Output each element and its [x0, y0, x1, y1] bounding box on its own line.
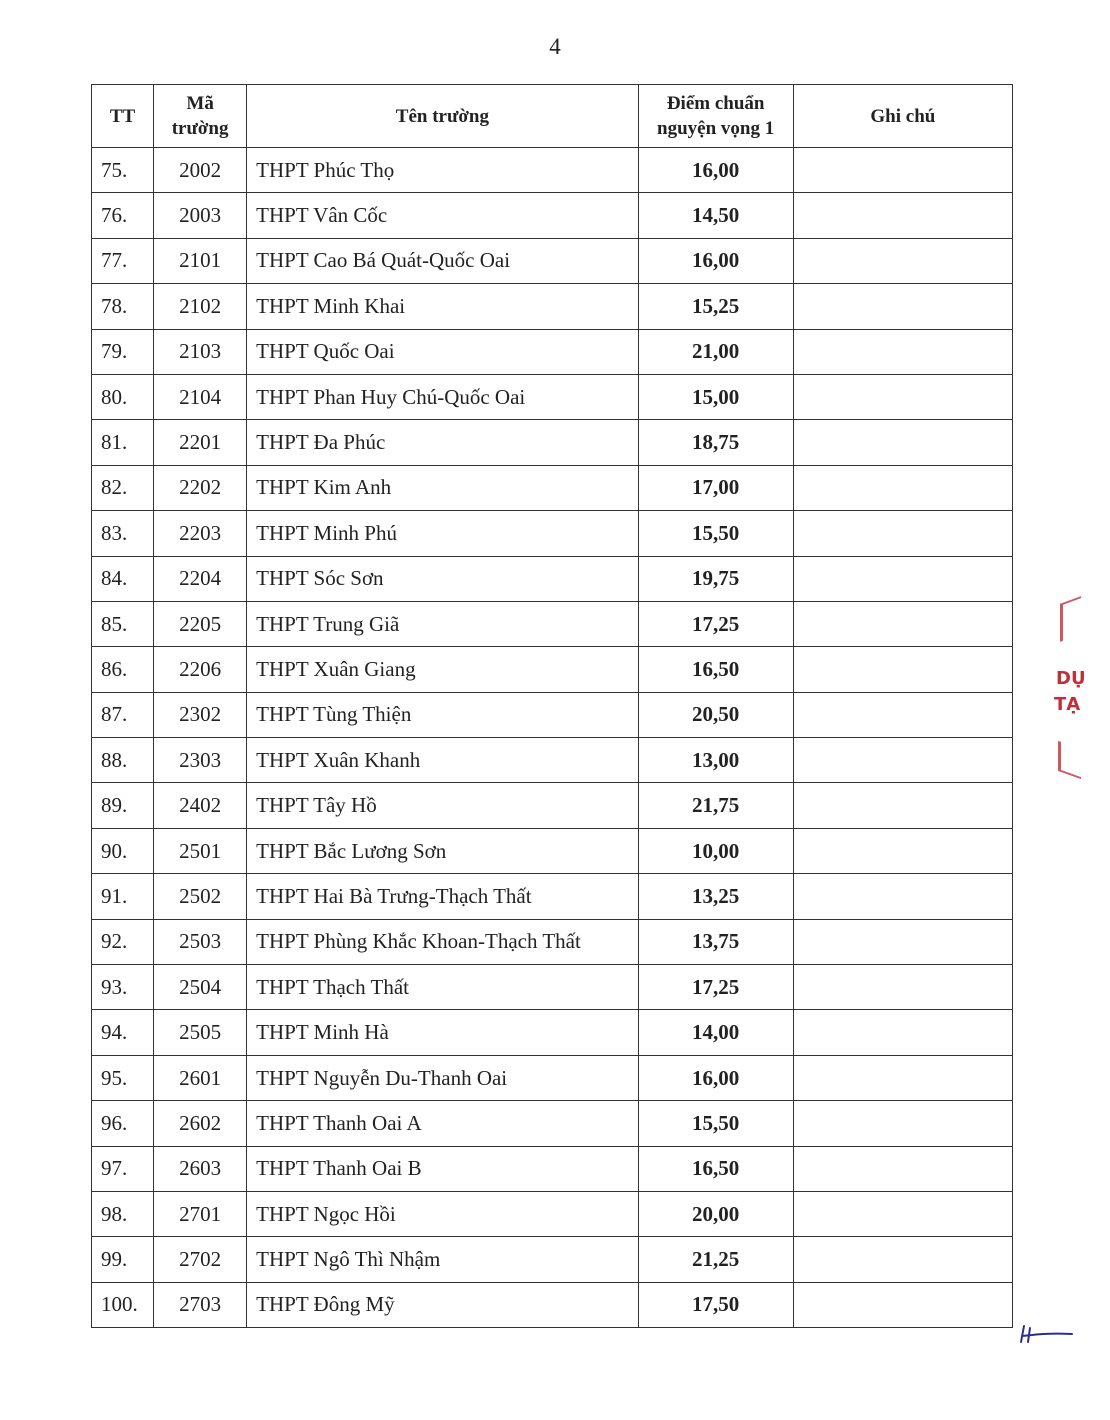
cutoff-score: 16,50 [638, 1146, 793, 1191]
row-index: 81. [92, 420, 154, 465]
table-row [92, 1055, 1013, 1100]
school-code: 2603 [154, 1146, 247, 1191]
header-cutoff-score-line1: Điểm chuẩn [666, 93, 765, 114]
note-cell [793, 1282, 1012, 1327]
school-code: 2206 [154, 647, 247, 692]
page-number: 4 [549, 34, 561, 59]
note-cell [793, 420, 1012, 465]
school-code: 2203 [154, 511, 247, 556]
table-row [92, 511, 1013, 556]
row-index: 84. [92, 556, 154, 601]
school-name: THPT Hai Bà Trưng-Thạch Thất [247, 874, 638, 919]
note-cell [793, 1237, 1012, 1282]
school-code: 2101 [154, 238, 247, 283]
note-cell [793, 828, 1012, 873]
table-header [92, 85, 1013, 148]
school-name: THPT Tùng Thiện [247, 692, 638, 737]
school-code: 2602 [154, 1101, 247, 1146]
table-row [92, 601, 1013, 646]
note-cell [793, 738, 1012, 783]
row-index: 83. [92, 511, 154, 556]
note-cell [793, 965, 1012, 1010]
row-index: 82. [92, 465, 154, 510]
cutoff-score: 10,00 [638, 828, 793, 873]
cutoff-score: 13,25 [638, 874, 793, 919]
table-row [92, 1146, 1013, 1191]
row-index: 97. [92, 1146, 154, 1191]
row-index: 75. [92, 148, 154, 193]
table-row [92, 828, 1013, 873]
cutoff-score: 14,00 [638, 1010, 793, 1055]
school-code: 2104 [154, 374, 247, 419]
table-row [92, 1101, 1013, 1146]
table-row [92, 374, 1013, 419]
note-cell [793, 284, 1012, 329]
header-school-name: Tên trường [247, 85, 638, 148]
note-cell [793, 193, 1012, 238]
note-cell [793, 692, 1012, 737]
school-name: THPT Tây Hồ [247, 783, 638, 828]
row-index: 95. [92, 1055, 154, 1100]
cutoff-score: 20,00 [638, 1191, 793, 1236]
row-index: 93. [92, 965, 154, 1010]
stamp-text-line2: TẠ [1054, 694, 1081, 715]
cutoff-score: 15,25 [638, 284, 793, 329]
row-index: 99. [92, 1237, 154, 1282]
row-index: 90. [92, 828, 154, 873]
note-cell [793, 1191, 1012, 1236]
table-row [92, 148, 1013, 193]
note-cell [793, 374, 1012, 419]
school-name: THPT Minh Hà [247, 1010, 638, 1055]
table-row [92, 1282, 1013, 1327]
row-index: 78. [92, 284, 154, 329]
table-row [92, 420, 1013, 465]
row-index: 92. [92, 919, 154, 964]
school-name: THPT Bắc Lương Sơn [247, 828, 638, 873]
note-cell [793, 148, 1012, 193]
row-index: 96. [92, 1101, 154, 1146]
school-name: THPT Phan Huy Chú-Quốc Oai [247, 374, 638, 419]
school-name: THPT Đa Phúc [247, 420, 638, 465]
row-index: 80. [92, 374, 154, 419]
header-tt: TT [92, 85, 154, 148]
cutoff-score: 13,75 [638, 919, 793, 964]
school-code: 2504 [154, 965, 247, 1010]
school-code: 2402 [154, 783, 247, 828]
school-code: 2103 [154, 329, 247, 374]
header-cutoff-score [638, 85, 793, 148]
row-index: 91. [92, 874, 154, 919]
cutoff-score: 15,50 [638, 511, 793, 556]
table-row [92, 919, 1013, 964]
table-row [92, 1237, 1013, 1282]
table-row [92, 329, 1013, 374]
cutoff-score: 16,00 [638, 238, 793, 283]
table-row [92, 193, 1013, 238]
note-cell [793, 556, 1012, 601]
school-code: 2502 [154, 874, 247, 919]
school-code: 2102 [154, 284, 247, 329]
school-code: 2303 [154, 738, 247, 783]
note-cell [793, 1146, 1012, 1191]
note-cell [793, 919, 1012, 964]
school-code: 2002 [154, 148, 247, 193]
table-row [92, 284, 1013, 329]
school-name: THPT Thanh Oai A [247, 1101, 638, 1146]
stamp-arc-top [1060, 596, 1081, 642]
school-name: THPT Đông Mỹ [247, 1282, 638, 1327]
header-school-code-line2: trường [171, 118, 229, 139]
header-note: Ghi chú [793, 85, 1012, 148]
school-name: THPT Nguyễn Du-Thanh Oai [247, 1055, 638, 1100]
note-cell [793, 1055, 1012, 1100]
note-cell [793, 511, 1012, 556]
table-row [92, 556, 1013, 601]
table-row [92, 1191, 1013, 1236]
cutoff-score: 17,25 [638, 965, 793, 1010]
row-index: 100. [92, 1282, 154, 1327]
table-body [92, 148, 1013, 1328]
note-cell [793, 465, 1012, 510]
school-name: THPT Ngọc Hồi [247, 1191, 638, 1236]
school-name: THPT Xuân Giang [247, 647, 638, 692]
cutoff-score: 21,75 [638, 783, 793, 828]
cutoff-score: 17,00 [638, 465, 793, 510]
header-school-code-line1: Mã [186, 93, 214, 114]
school-code: 2703 [154, 1282, 247, 1327]
row-index: 86. [92, 647, 154, 692]
table-row [92, 738, 1013, 783]
school-code: 2003 [154, 193, 247, 238]
table-row [92, 965, 1013, 1010]
cutoff-score: 14,50 [638, 193, 793, 238]
note-cell [793, 783, 1012, 828]
school-code: 2503 [154, 919, 247, 964]
school-name: THPT Xuân Khanh [247, 738, 638, 783]
school-name: THPT Minh Phú [247, 511, 638, 556]
row-index: 94. [92, 1010, 154, 1055]
row-index: 89. [92, 783, 154, 828]
table-row [92, 692, 1013, 737]
school-code: 2701 [154, 1191, 247, 1236]
school-name: THPT Thạch Thất [247, 965, 638, 1010]
school-name: THPT Ngô Thì Nhậm [247, 1237, 638, 1282]
cutoff-score: 19,75 [638, 556, 793, 601]
row-index: 79. [92, 329, 154, 374]
note-cell [793, 1010, 1012, 1055]
table-row [92, 783, 1013, 828]
cutoff-score: 15,00 [638, 374, 793, 419]
signature-mark-icon [1018, 1322, 1074, 1346]
school-code: 2702 [154, 1237, 247, 1282]
school-name: THPT Phùng Khắc Khoan-Thạch Thất [247, 919, 638, 964]
school-name: THPT Vân Cốc [247, 193, 638, 238]
cutoff-score: 16,00 [638, 148, 793, 193]
school-name: THPT Sóc Sơn [247, 556, 638, 601]
note-cell [793, 238, 1012, 283]
cutoff-score: 18,75 [638, 420, 793, 465]
school-code: 2202 [154, 465, 247, 510]
row-index: 85. [92, 601, 154, 646]
school-name: THPT Minh Khai [247, 284, 638, 329]
school-name: THPT Thanh Oai B [247, 1146, 638, 1191]
row-index: 98. [92, 1191, 154, 1236]
school-code: 2302 [154, 692, 247, 737]
note-cell [793, 874, 1012, 919]
stamp-arc-bottom [1058, 741, 1081, 779]
note-cell [793, 647, 1012, 692]
school-code: 2205 [154, 601, 247, 646]
row-index: 87. [92, 692, 154, 737]
cutoff-score: 16,50 [638, 647, 793, 692]
table-row [92, 238, 1013, 283]
note-cell [793, 601, 1012, 646]
table-row [92, 647, 1013, 692]
row-index: 77. [92, 238, 154, 283]
cutoff-score: 16,00 [638, 1055, 793, 1100]
table-row [92, 1010, 1013, 1055]
cutoff-score: 21,25 [638, 1237, 793, 1282]
red-seal-stamp-icon [1052, 600, 1086, 790]
school-code: 2601 [154, 1055, 247, 1100]
cutoff-score: 21,00 [638, 329, 793, 374]
school-name: THPT Kim Anh [247, 465, 638, 510]
cutoff-score: 20,50 [638, 692, 793, 737]
cutoff-score: 15,50 [638, 1101, 793, 1146]
school-code: 2204 [154, 556, 247, 601]
cutoff-score: 17,25 [638, 601, 793, 646]
note-cell [793, 1101, 1012, 1146]
admission-score-table [91, 84, 1013, 1328]
note-cell [793, 329, 1012, 374]
header-school-code [154, 85, 247, 148]
school-code: 2505 [154, 1010, 247, 1055]
table-row [92, 874, 1013, 919]
header-cutoff-score-line2: nguyện vọng 1 [657, 118, 775, 139]
school-name: THPT Quốc Oai [247, 329, 638, 374]
school-code: 2201 [154, 420, 247, 465]
school-name: THPT Cao Bá Quát-Quốc Oai [247, 238, 638, 283]
table-row [92, 465, 1013, 510]
cutoff-score: 17,50 [638, 1282, 793, 1327]
row-index: 88. [92, 738, 154, 783]
row-index: 76. [92, 193, 154, 238]
school-code: 2501 [154, 828, 247, 873]
stamp-text-line1: DỤ [1056, 668, 1086, 689]
cutoff-score: 13,00 [638, 738, 793, 783]
school-name: THPT Trung Giã [247, 601, 638, 646]
school-name: THPT Phúc Thọ [247, 148, 638, 193]
